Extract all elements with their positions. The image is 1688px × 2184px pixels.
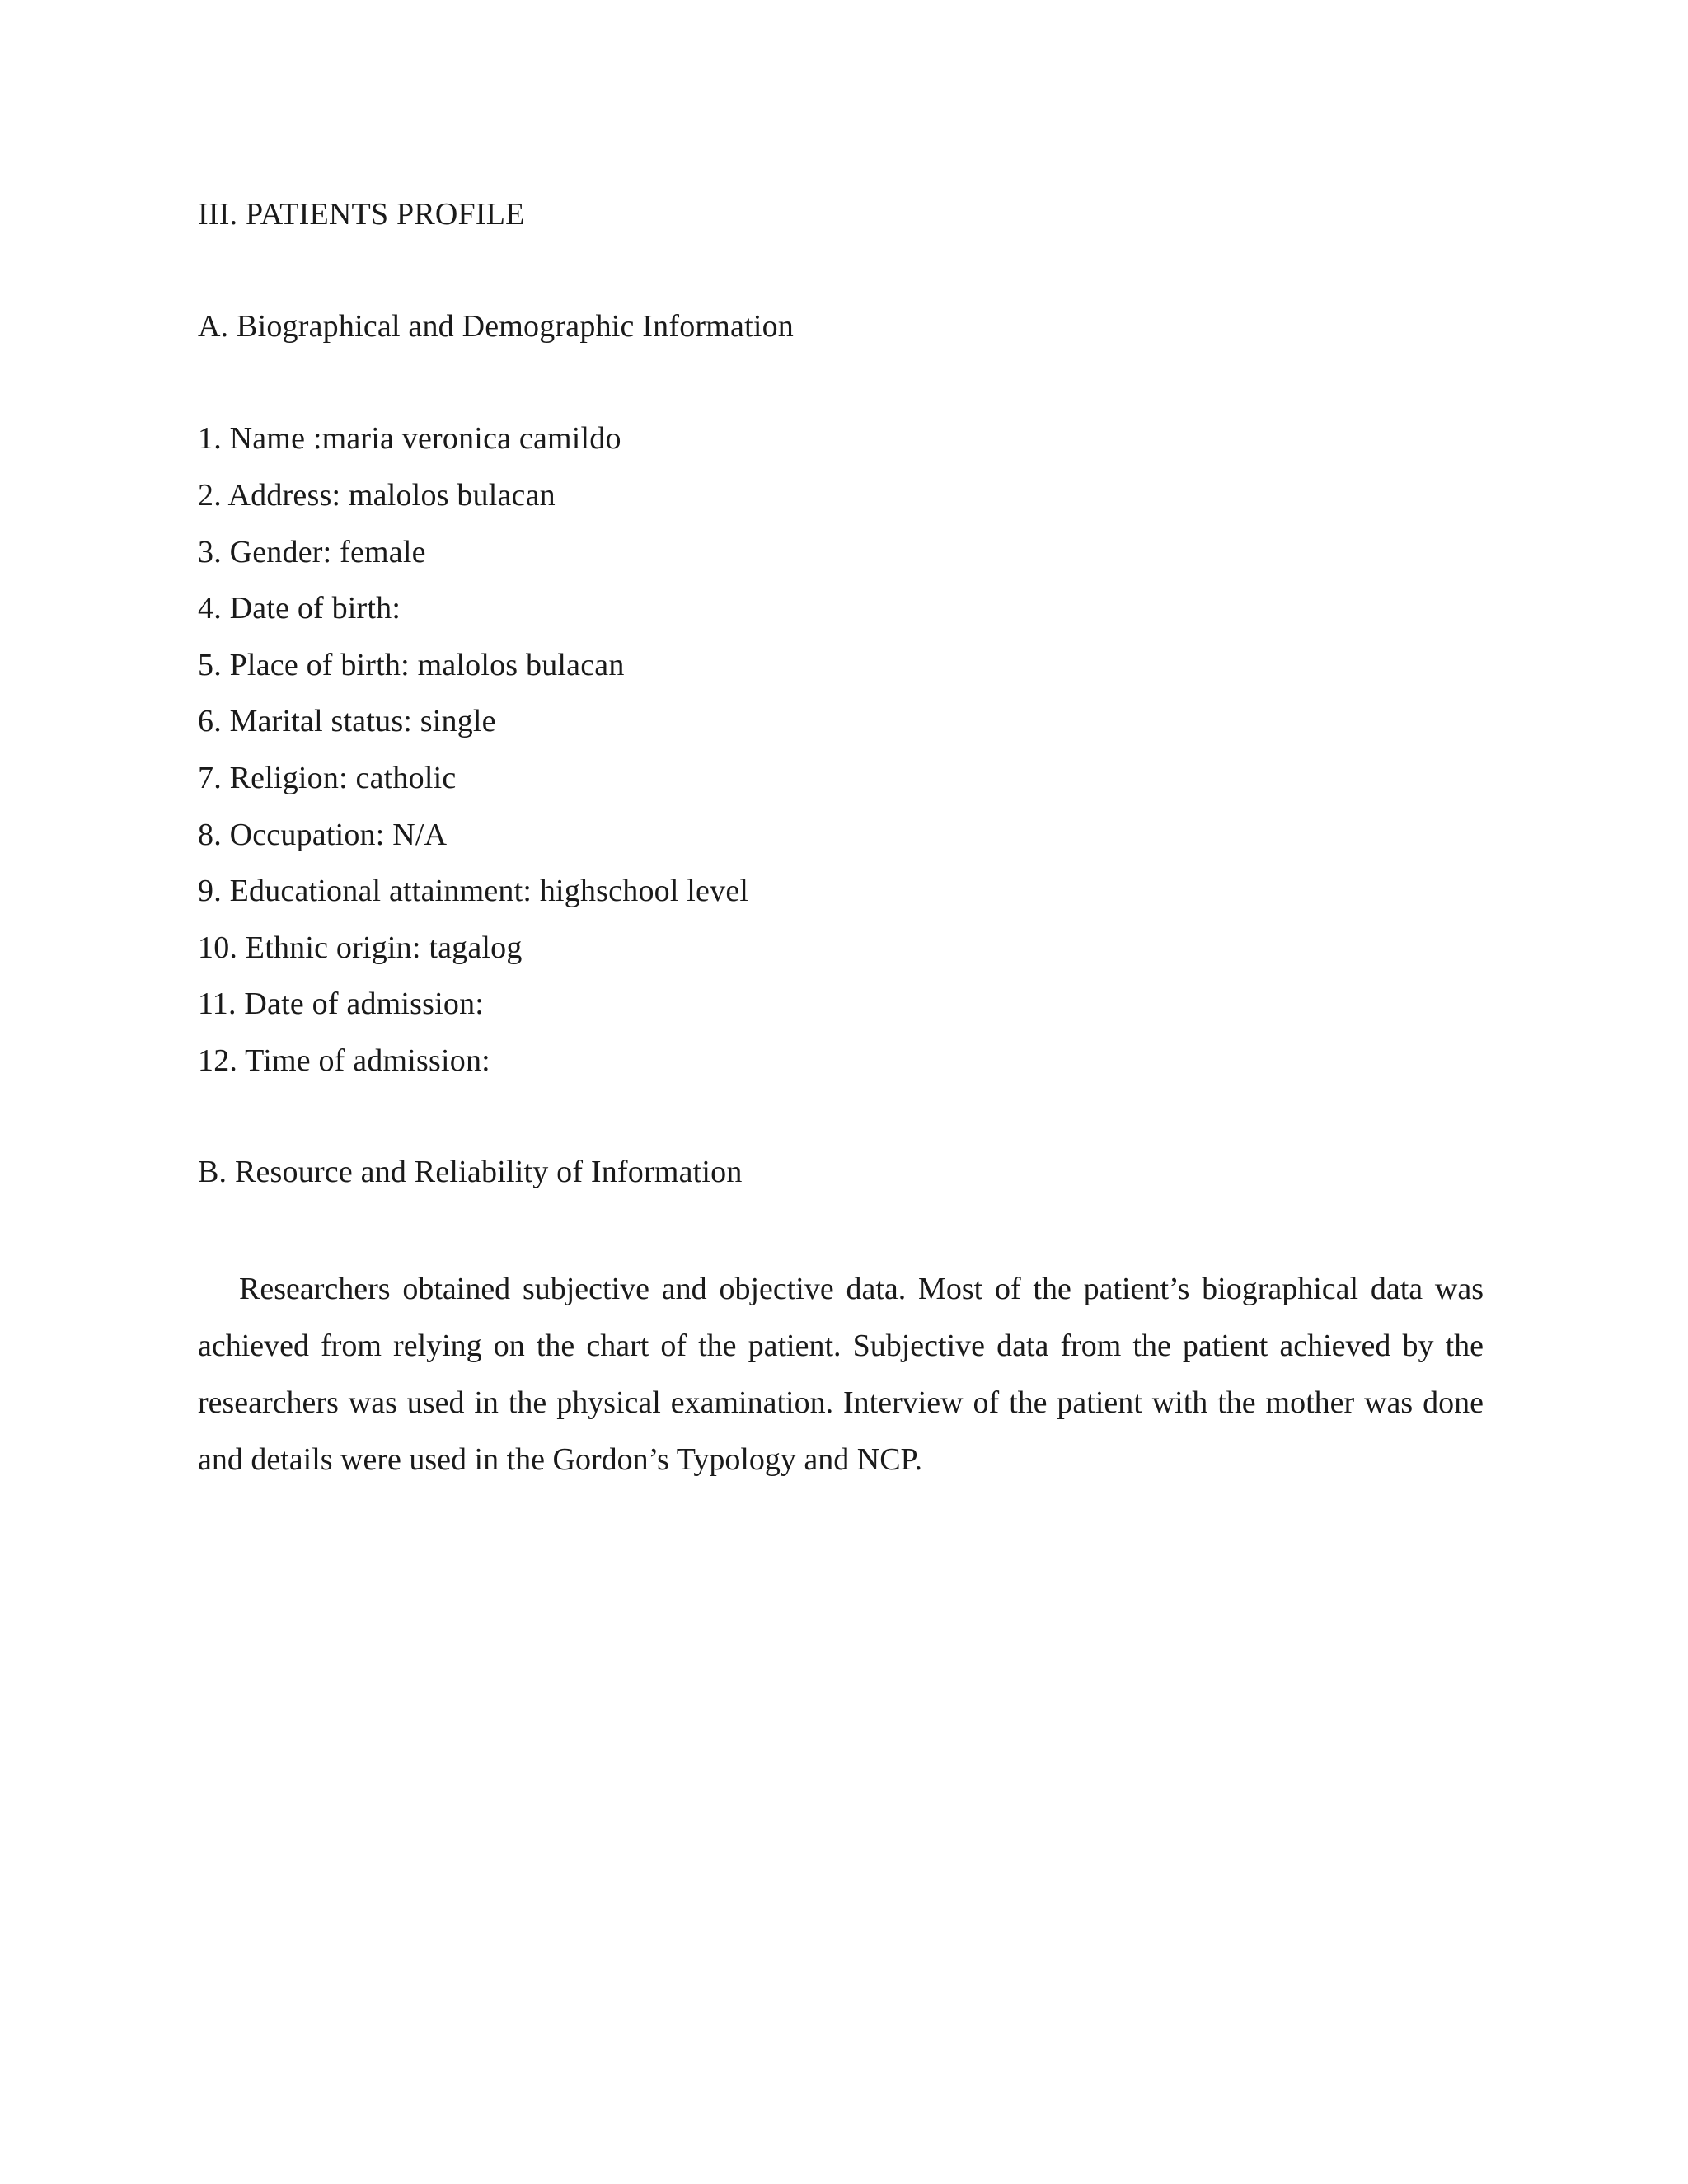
profile-item-address: 2. Address: malolos bulacan [198, 478, 556, 513]
section-title: III. PATIENTS PROFILE [198, 197, 525, 232]
subsection-b-title: B. Resource and Reliability of Information [198, 1155, 743, 1189]
profile-item-marital-status: 6. Marital status: single [198, 704, 496, 738]
profile-item-religion: 7. Religion: catholic [198, 761, 457, 795]
profile-item-educational-attainment: 9. Educational attainment: highschool level [198, 874, 749, 908]
profile-item-gender: 3. Gender: female [198, 535, 426, 569]
profile-item-date-of-birth: 4. Date of birth: [198, 591, 401, 626]
resource-reliability-paragraph: Researchers obtained subjective and objective data. Most of the patient’s biographical data was achieved from relying on the chart of the patient. Subjective data from the patient achieved by the researchers was used in the physical examination. Interview of the patient with the mother was done and details were used in the Gordon’s Typology and NCP. [198, 1272, 1484, 1477]
profile-item-place-of-birth: 5. Place of birth: malolos bulacan [198, 648, 625, 682]
profile-item-name: 1. Name :maria veronica camildo [198, 421, 621, 456]
profile-item-occupation: 8. Occupation: N/A [198, 818, 448, 852]
profile-item-date-of-admission: 11. Date of admission: [198, 987, 485, 1021]
profile-item-time-of-admission: 12. Time of admission: [198, 1043, 490, 1078]
profile-item-ethnic-origin: 10. Ethnic origin: tagalog [198, 930, 523, 965]
subsection-a-title: A. Biographical and Demographic Information [198, 309, 794, 344]
